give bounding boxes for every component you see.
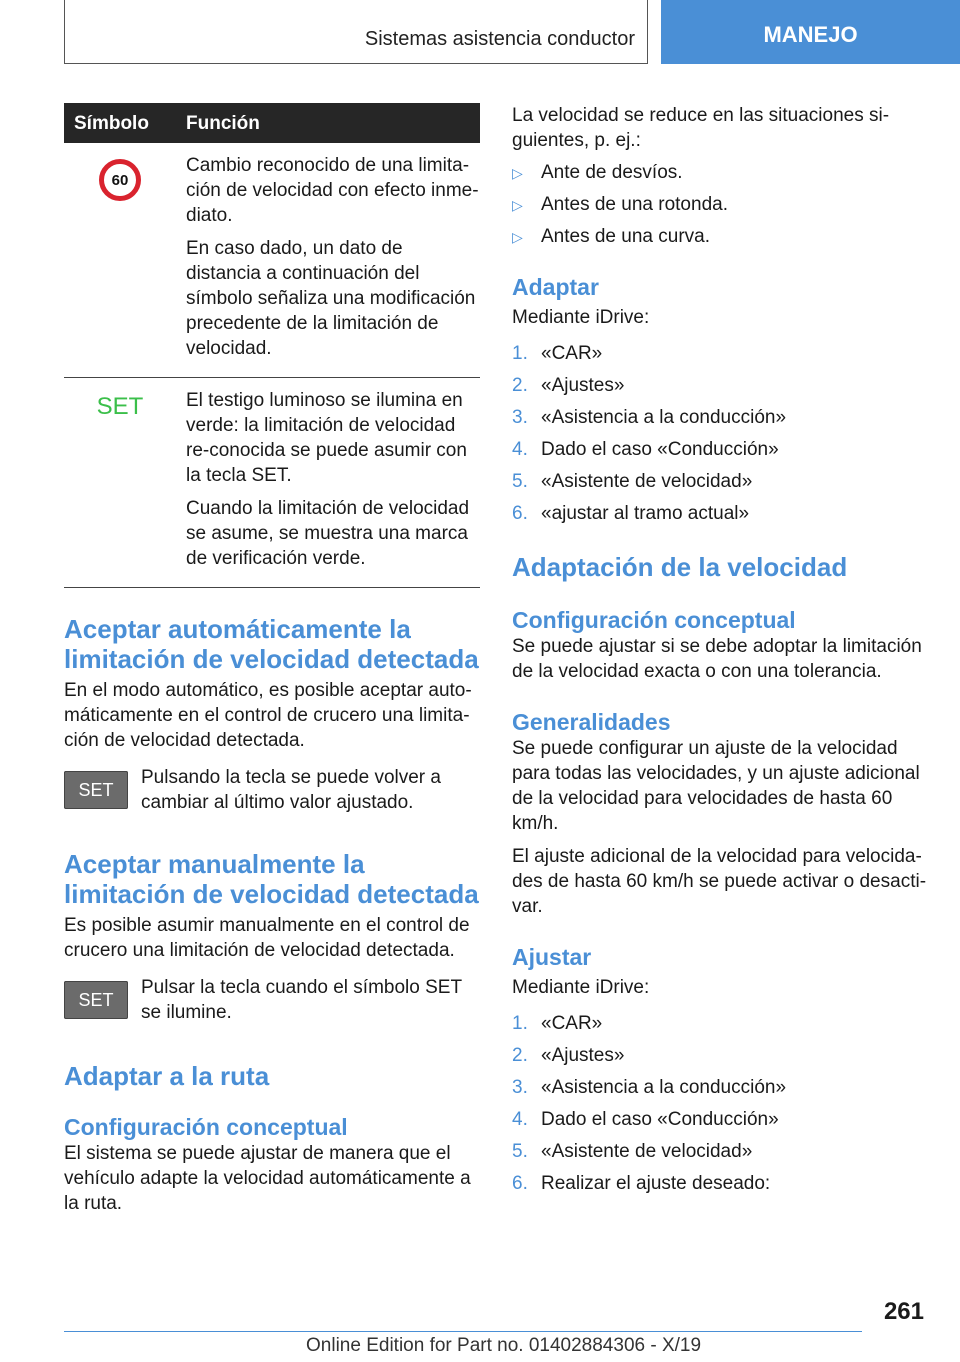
list-item: 6. «ajustar al tramo actual» (512, 503, 750, 524)
page-number: 261 (883, 1298, 924, 1325)
bullet-list (512, 157, 928, 253)
function-text: Cambio reconocido de una limita-ción de velocidad con efecto inme-diato. (186, 155, 479, 226)
body-text: El sistema se puede ajustar de manera que el vehículo adapte la velocidad automáticamente a la ruta. (64, 1143, 471, 1214)
triangle-bullet-icon: ▷ (512, 196, 523, 213)
subsection-heading: Configuración conceptual (64, 1114, 348, 1140)
set-indicator-icon: SET (96, 393, 144, 420)
body-text: Mediante iDrive: (512, 307, 650, 328)
section-heading: Adaptar a la ruta (64, 1061, 270, 1091)
list-item: 3. «Asistencia a la conducción» (512, 407, 787, 428)
header-frame (64, 0, 648, 64)
set-note (64, 765, 480, 815)
body-text: Mediante iDrive: (512, 977, 650, 998)
subsection-heading: Generalidades (512, 709, 671, 735)
list-item: 2. «Ajustes» (512, 375, 625, 396)
body-text: En el modo automático, es posible aceptar auto-máticamente en el control de crucero una limita-ción de velocidad detectada. (64, 680, 472, 751)
list-item: 5. «Asistente de velocidad» (512, 1141, 753, 1162)
section-heading: Aceptar manualmente la limitación de velocidad detectada (64, 849, 479, 909)
set-button-icon: SET (64, 771, 128, 809)
list-item: ▷ Antes de una rotonda. (512, 194, 728, 215)
right-column (512, 103, 928, 1200)
table-header-function: Función (176, 103, 480, 143)
list-item: 5. «Asistente de velocidad» (512, 471, 753, 492)
subsection-heading: Ajustar (512, 944, 592, 970)
function-text: En caso dado, un dato de distancia a continuación del símbolo señaliza una modificación precedente de la limitación de velocidad. (186, 238, 476, 359)
function-text: El testigo luminoso se ilumina en verde: la limitación de velocidad re-conocida se puede asumir con la tecla SET. (186, 390, 467, 486)
function-cell (176, 143, 480, 378)
section-heading: Aceptar automáticamente la limitación de velocidad detectada (64, 614, 479, 674)
body-text: Es posible asumir manualmente en el control de crucero una limitación de velocidad detectada. (64, 915, 470, 961)
list-item: 2. «Ajustes» (512, 1045, 625, 1066)
header-title: Sistemas asistencia conductor (364, 28, 635, 50)
function-text: Cuando la limitación de velocidad se asume, se muestra una marca de verificación verde. (186, 498, 470, 569)
list-item: ▷ Antes de una curva. (512, 226, 710, 247)
triangle-bullet-icon: ▷ (512, 228, 523, 245)
symbol-table (64, 103, 480, 588)
body-text: La velocidad se reduce en las situaciones si-guientes, p. ej.: (512, 105, 890, 151)
list-item: 4. Dado el caso «Conducción» (512, 1109, 779, 1130)
body-text: Se puede configurar un ajuste de la velocidad para todas las velocidades, y un ajuste adicional de la velocidad para velocidades de hasta 60 km/h. (512, 738, 920, 834)
steps-list (512, 338, 928, 530)
subsection-heading: Adaptar (512, 274, 599, 300)
note-text: Pulsando la tecla se puede volver a cambiar al último valor ajustado. (141, 767, 441, 813)
footer-edition-text: Online Edition for Part no. 01402884306 - X/19 (306, 1335, 702, 1356)
list-item: 1. «CAR» (512, 343, 603, 364)
left-column (64, 103, 480, 1216)
list-item: ▷ Ante de desvíos. (512, 162, 683, 183)
footer-divider (64, 1331, 862, 1332)
table-row (64, 143, 480, 378)
table-header-symbol: Símbolo (64, 103, 176, 143)
list-item: 1. «CAR» (512, 1013, 603, 1034)
function-cell (176, 378, 480, 588)
subsection-heading: Configuración conceptual (512, 607, 796, 633)
steps-list (512, 1008, 928, 1200)
list-item: 3. «Asistencia a la conducción» (512, 1077, 787, 1098)
note-text: Pulsar la tecla cuando el símbolo SET se ilumine. (141, 977, 462, 1023)
body-text: Se puede ajustar si se debe adoptar la limitación de la velocidad exacta o con una tolerancia. (512, 636, 922, 682)
symbol-cell (64, 378, 176, 588)
list-item: 6. Realizar el ajuste deseado: (512, 1173, 771, 1194)
triangle-bullet-icon: ▷ (512, 164, 523, 181)
set-note (64, 975, 480, 1025)
symbol-cell (64, 143, 176, 378)
set-button-icon: SET (64, 981, 128, 1019)
speed-limit-sign-icon: 60 (99, 159, 141, 201)
section-heading: Adaptación de la velocidad (512, 552, 848, 582)
list-item: 4. Dado el caso «Conducción» (512, 439, 779, 460)
section-tab: MANEJO (661, 0, 960, 64)
table-row (64, 378, 480, 588)
body-text: El ajuste adicional de la velocidad para velocida-des de hasta 60 km/h se puede activar o desacti-var. (512, 846, 927, 917)
